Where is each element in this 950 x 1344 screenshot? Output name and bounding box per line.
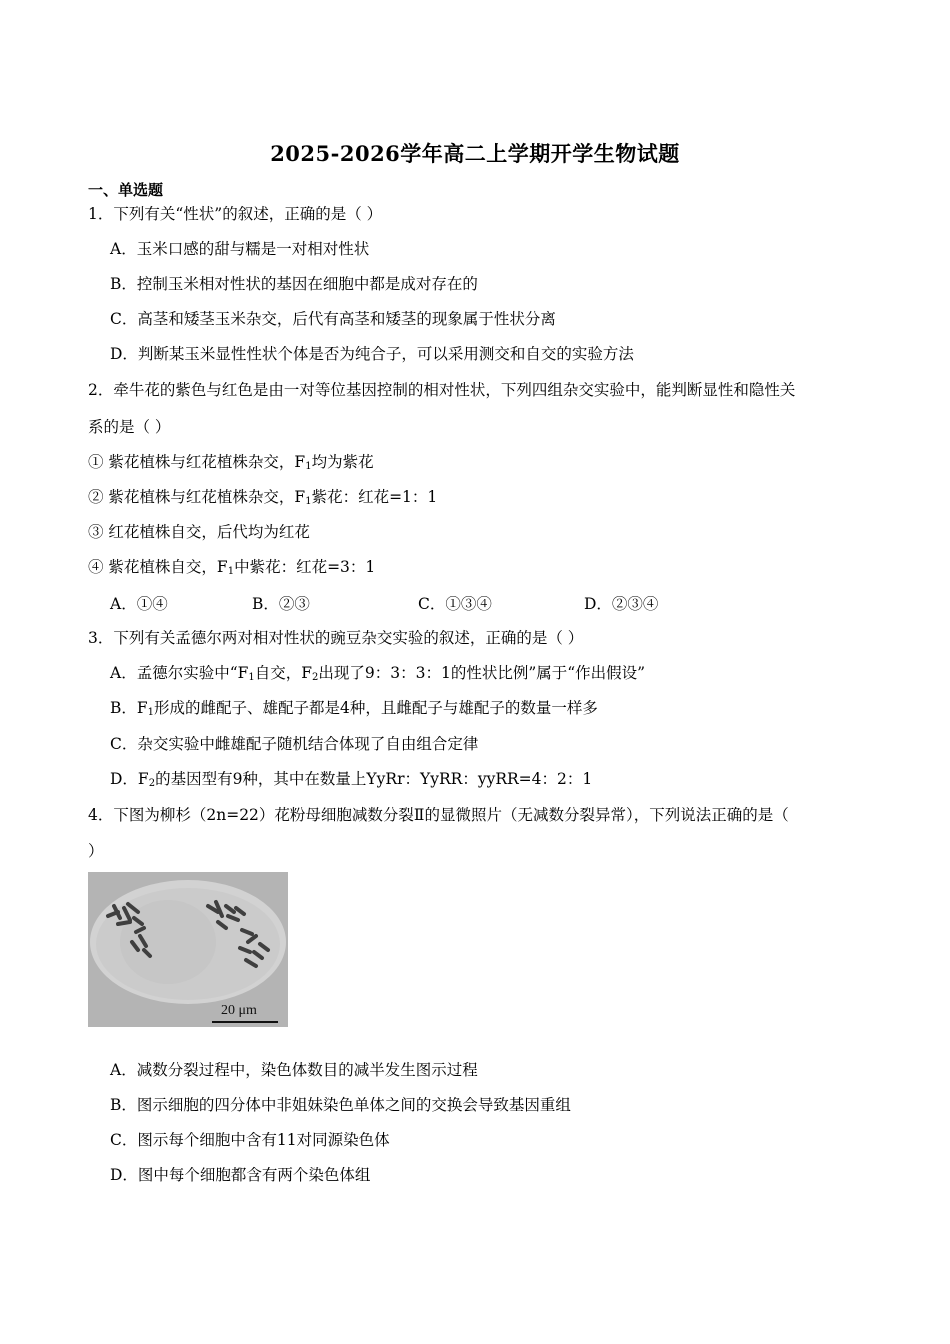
question-2-options [0, 592, 950, 614]
question-3-option-d: D．$F_2$的基因型有9种，其中在数量上YyRr：YyRR：yyRR=4：2：1 [110, 770, 593, 789]
question-4-option-b: B．图示细胞的四分体中非姐妹染色单体之间的交换会导致基因重组 [110, 1096, 571, 1114]
question-2-stem: 2．牵牛花的紫色与红色是由一对等位基因控制的相对性状，下列四组杂交实验中，能判断显性和隐性关 [88, 381, 796, 399]
question-1-stem: 1．下列有关“性状”的叙述，正确的是（ ） [88, 205, 383, 223]
question-3-option-b: B．$F_1$形成的雌配子、雄配子都是4种，且雌配子与雄配子的数量一样多 [110, 699, 598, 718]
question-4-option-c: C．图示每个细胞中含有11对同源染色体 [110, 1131, 390, 1149]
question-2-option-d: D．②③④ [584, 595, 659, 613]
scale-bar-label: 20 μm [221, 1003, 257, 1018]
question-2-item-2: ② 紫花植株与红花植株杂交，$F_1$紫花：红花=1：1 [88, 488, 438, 507]
question-1-option-a: A．玉米口感的甜与糯是一对相对性状 [110, 240, 370, 258]
question-2-option-b: B．②③ [252, 595, 310, 613]
micrograph-illustration [88, 872, 288, 1027]
question-1-option-d: D．判断某玉米显性性状个体是否为纯合子，可以采用测交和自交的实验方法 [110, 345, 634, 363]
question-4-option-a: A．减数分裂过程中，染色体数目的减半发生图示过程 [110, 1061, 478, 1079]
question-2-item-4: ④ 紫花植株自交，$F_1$中紫花：红花=3：1 [88, 558, 376, 577]
question-3-stem: 3．下列有关孟德尔两对相对性状的豌豆杂交实验的叙述，正确的是（ ） [88, 629, 584, 647]
question-3-option-a: A．孟德尔实验中“$F_1$自交，$F_2$出现了9：3：3：1的性状比例”属于“作出假设” [110, 664, 646, 683]
question-4-stem-continued: ） [88, 842, 104, 860]
question-2-option-a: A．①④ [110, 595, 168, 613]
question-3-option-c: C．杂交实验中雌雄配子随机结合体现了自由组合定律 [110, 735, 479, 753]
micrograph-image [88, 872, 288, 1027]
question-4-option-d: D．图中每个细胞都含有两个染色体组 [110, 1166, 371, 1184]
question-2-stem-continued: 系的是（ ） [88, 418, 171, 436]
question-2-item-1: ① 紫花植株与红花植株杂交，$F_1$均为紫花 [88, 453, 374, 472]
scale-bar [212, 1021, 278, 1023]
question-2-item-3: ③ 红花植株自交，后代均为红花 [88, 523, 310, 541]
section-heading: 一、单选题 [88, 181, 164, 199]
page-title: 2025-2026学年高二上学期开学生物试题 [270, 141, 680, 166]
question-1-option-b: B．控制玉米相对性状的基因在细胞中都是成对存在的 [110, 275, 478, 293]
question-4-stem: 4．下图为柳杉（2n=22）花粉母细胞减数分裂Ⅱ的显微照片（无减数分裂异常），下列说法正确的是（ [88, 806, 789, 824]
question-2-option-c: C．①③④ [418, 595, 492, 613]
question-1-option-c: C．高茎和矮茎玉米杂交，后代有高茎和矮茎的现象属于性状分离 [110, 310, 556, 328]
